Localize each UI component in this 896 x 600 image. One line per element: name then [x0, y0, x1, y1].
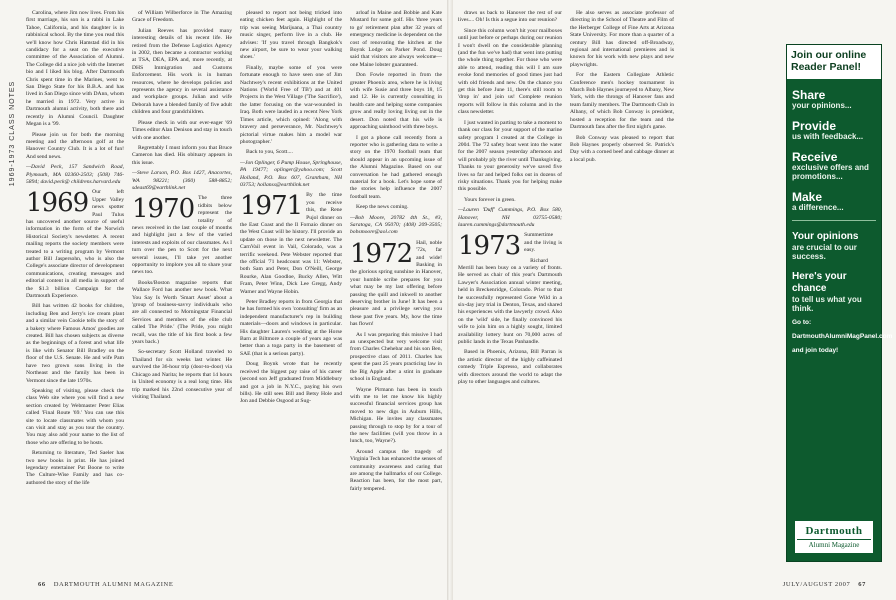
paragraph: Peter Bradley reports in from Georgia that he has formed his own 'consulting' firm as an independent manufacturer's rep in building materials—doors and windows in particular. His daughter Lauren's wedding at the Horse Barn at Biltmore a couple of years ago was better than a toga party in the basement of SAE (that is a serious party). — [240, 299, 342, 357]
class-year-entry — [26, 189, 124, 300]
paragraph: As I was preparing this missive I had an unexpected but very welcome visit from Charles Chehebar and his son Ben, prospective class of 2011. Charles has spent the past 25 years practicing law in the Big Apple after a stint in graduate school in England. — [350, 331, 442, 383]
logo-line-1: Dartmouth — [805, 525, 863, 537]
paragraph-text: The three tidbits below represent the totality of news received in the last couple of months and highlight just a few of the varied interests and exploits of our classmates. As I turn over the pen to Scott for the next several issues, I'll take yet another opportunity to implore you all to share your news too. — [132, 195, 232, 276]
ad-headline: Join our online Reader Panel! — [787, 45, 881, 79]
paragraph: Keep the news coming. — [356, 204, 409, 211]
reader-panel-ad[interactable] — [786, 44, 893, 562]
class-year-entry — [458, 231, 562, 262]
paragraph-text: Our left Upper Valley news spotter Paul Tulus has uncovered another source of useful information in the form of the Norwich Historical Society's newsletter. A recent mailing reports the society members were treated to a writing program by Vermont author Bill Jaspersohn, who is also the College's associate director of development communications, creating messages and editorial content in all media in support of the $1.3 billion Campaign for the Dartmouth Experience. — [26, 189, 124, 300]
paragraph: Returning to literature, Ted Saeler has two new books in print. He has joined legendary entertainer Pat Boone to write The Culture-Wise Family and has co-authored the story of the life — [26, 450, 124, 486]
correspondent-signature: —Bob Moore, 20782 4th St., #3, Saratoga, CA 95070; (408) 209-3505; bobsmoore@aol.com — [350, 214, 442, 236]
paragraph: Since this column won't hit your mailboxes until just before or perhaps during our reunion I won't dwell on the considerable planning (and the fun we've had) that went into putting the whole thing together. For those who were able to attend, reading this will I am sure evoke fond memories of good times just had with old friends and new. On the chance you get this before June 11, there's still room to 'drop in' and join us! Complete reunion reports will follow in this column and in the class newsletter. — [458, 27, 562, 116]
paragraph: So-secretary Scott Holland traveled to Thailand for six weeks last winter. He survived the 36-hour trip (door-to-door) via Chicago and Narita; he reports that 14 hours in United economy is a real long time. His trip marked his 22nd consecutive year of visiting Thailand. — [132, 349, 232, 400]
ad-opinions-text: are crucial to our success. — [792, 243, 857, 261]
class-year-heading: 1970 — [132, 194, 195, 225]
correspondent-signature: —Jon Oplinger, 6 Pump House, Springhouse, PA 19477; oplinger@yahoo.com; Scott Holland, P.O. Box 607, Grantham, NH 03753; hollanss@earthlink.net — [240, 159, 342, 188]
paragraph: Around campus the tragedy of Virginia Tech has enhanced the senses of community awareness and caring that are among the hallmarks of our College. Reaction has been, for the most part, fairly tempered. — [350, 448, 442, 492]
paragraph-text: Hail, noble '72s, far and wide! Basking in the glorious spring sunshine in Hanover, your humble scribe prepares for you what may be my last offering before passing the quill and inkwell to another deserving brother in June! It has been a pleasure and a privilege serving you these past five years. My, how the time has flown! — [350, 239, 442, 328]
paragraph: Back to you, Scott.... — [246, 149, 293, 156]
column-4 — [350, 10, 442, 570]
paragraph: Bob Conway was pleased to report that Bob Haynes properly observed St. Patrick's Day with a corned beef and cabbage dinner at a local pub. — [570, 134, 674, 163]
paragraph: Julian Reeves has provided many interesting details of his recent life. He retired from the Defense Logistics Agency in 2002, then became a contractor working at TSA, DEA, EPA and, more recently, at DHS Immigration and Customs Enforcement. His work is in human resources, where he develops policies and represents the agency in several assistance and workplace groups. Julian and wife Deborah have a blended family of five adult children and four grandchildren. — [132, 27, 232, 116]
column-3 — [240, 10, 342, 570]
ad-join: and join today! — [792, 347, 839, 354]
magazine-title: DARTMOUTH ALUMNI MAGAZINE — [53, 580, 174, 588]
ad-share: Share — [792, 88, 826, 102]
class-year-heading: 1973 — [458, 231, 521, 262]
ad-make-text: a difference... — [792, 203, 844, 212]
paragraph: Doug Boynk wrote that he recently received the biggest pay raise of his career (second son Jeff graduated from Middlebury and got a job in N.Y.C., paying his own bills). He still sees Bill and Betsy Hole and Jon and Debbie Osgood at Sug- — [240, 361, 342, 405]
class-year-heading: 1972 — [350, 238, 413, 269]
left-page-number: 66 — [38, 580, 46, 588]
paragraph: I just wanted in parting to take a moment to thank our class for your support of the marine safety program I created at the College in 2004. The '72 safety boat went into the water for the 2007 season yesterday afternoon and will probably ply the river until Thanksgiving. Thanks to your generosity we've saved five lives so far and helped folks out in dozens of risky situations. Thank you for helping make this possible. — [458, 119, 562, 193]
paragraph: Regrettably I must inform you that Bruce Cameron has died. His obituary appears in this issue. — [132, 144, 232, 166]
ad-provide: Provide — [792, 119, 837, 133]
ad-make: Make — [792, 190, 823, 204]
section-tab-label: 1969-1973 CLASS NOTES — [9, 80, 17, 186]
paragraph: For the Eastern Collegiate Athletic Conference men's hockey tournament in March Bob Haynes journeyed to Albany, New York, with the throngs of Hanover fans and team family members. The Dartmouth Club in Albany, of which Bob Conway is president, hosted a reception for the team and the Dartmouth fans after the first night's game. — [570, 72, 674, 131]
paragraph: He also serves as associate professor of directing in the School of Theatre and Film of the Herberger College of Fine Arts at Arizona State University. For more than a quarter of a century Bill has directed off-Broadway, regional and international premieres and is known for his work with new plays and new playwrights. — [570, 10, 674, 68]
paragraph-text: Summertime and the living is easy. — [524, 232, 562, 254]
footer-right — [783, 578, 874, 590]
paragraph: Please check in with our ever-eager '69 Times editor Alan Denison and stay in touch with one another. — [132, 119, 232, 141]
paragraph: of William Wilberforce in The Amazing Grace of Freedom. — [132, 10, 232, 24]
paragraph-text: By the time you receive this, the Rene Pujol dinner on the East Coast and the Il Fornaio dinner on the West Coast will be history. I'll provide an update on those in the next newsletter. The CarnVail event in Vail, Colorado, was a terrific weekend. Pete Webster reported that the official '71 headcount was 11: Webster, both Sam and Peter, Don O'Neill, George Rourke, Alan Goodloe, Bucky Allen, Witt Fram, Peter Winn, Dick Lee Gregg, Andy Warner and Wayne Hobin. — [240, 192, 342, 295]
column-2 — [132, 10, 232, 570]
ad-receive-text: exclusive offers and promotions... — [792, 163, 869, 181]
paragraph: Finally, maybe some of you were fortunate enough to have seen one of Jim Nachtwey's recent exhibitions at the United Nations ('World Free of TB') and at 401 Projects in the West Village ('The Sacrifice'), the latter focusing on the war-wounded in Iraq. Both were lauded in a recent New York Times article, which opined: 'Along with bravery and perseverance, Mr. Nachtwey's pictorial virtue makes him a model war photographer.' — [240, 64, 342, 145]
paragraph: Please join us for both the morning meeting and the afternoon golf at the Hanover Country Club. It is a lot of fun! And send news. — [26, 131, 124, 160]
page-fold — [447, 0, 453, 600]
paragraph: Carolina, where Jim now lives. From his first marriage, his son is a rabbi in Lake Tahoe, California, and his daughter is in rabbinical school. By the time you read this we'll know how Chris Hamstad did in his candidacy for a seat on the executive committee of the Association of Alumni. The College did a nice job with the Internet bio and I liked his blog. After Dartmouth Chris spent time in the Marines, went to San Diego State for his B.B.A. and has lived in San Diego since with DAnn, whom he married in 1972. Very active in Dartmouth alumni activity, both there and recently in Alumni Council. Daughter Megan is a '99. — [26, 10, 124, 128]
paragraph: draws us back to Hanover the rest of our lives.... Oh! Is this a segue into our reunion? — [458, 10, 562, 24]
ad-opinions: Your opinions — [792, 231, 859, 242]
paragraph: I got a phone call recently from a reporter who is gathering data to write a story on the 1970 football team that should appear in an upcoming issue of the Alumni Magazine. Based on our conversation he had gathered enough material for a book. Let's hope some of the stories help influence the 2007 football team. — [350, 134, 442, 200]
paragraph: Wayne Pirmann has been in touch with me to let me know his highly successful financial services group has moved to new digs in Auburn Hills, Michigan. He invites any classmates passing through to stop by for a tour of the new facilities (will you throw in a lunch, too, Wayne?). — [350, 386, 442, 445]
section-tab — [6, 8, 20, 258]
class-year-entry — [350, 240, 442, 329]
ad-receive: Receive — [792, 150, 838, 164]
dartmouth-alumni-magazine-logo — [795, 521, 873, 553]
paragraph: Speaking of visiting, please check the class Web site where you will find a new section created by Webmaster Peter Elias called 'Final Route '69.' You can use this site to locate classmates with whom you can visit and stay as you tour the country. You may also add your name to the list of those who are offering to be hosts. — [26, 387, 124, 446]
paragraph: Yours forever in green. — [464, 196, 516, 203]
ad-divider — [792, 220, 876, 221]
class-year-heading: 1969 — [26, 188, 89, 219]
logo-line-2: Alumni Magazine — [797, 539, 871, 549]
paragraph: pleased to report not being tricked into eating chicken feet again. Highlight of the trip was seeing Marijuana, a Thai country music singer, perform live in a club. He advises: 'If you travel through Bangkok's new airport, be sure to wear your walking shoes.' — [240, 10, 342, 61]
class-year-entry — [132, 195, 232, 276]
paragraph: Based in Phoenix, Arizona, Bill Parran is the artistic director of the highly caffeinated comedy Triple Espresso, and collaborates with directors around the world to adapt the play to other languages and cultures. — [458, 349, 562, 386]
correspondent-signature: —Steve Larson, P.O. Box 1427, Anacortes, WA 98221; (360) 588-8852; sdeast69@earthlink.net — [132, 170, 232, 191]
ad-chance-text: to tell us what you think. — [792, 295, 862, 313]
paragraph: arloaf in Maine and Bobbie and Kate Mustard for some golf. His 'three years to go' retirement plan after 32 years of emergency medicine is dependent on the cost of renovating the kitchen at the Boynk Lodge on Parker Pond. Doug said that visitors are always welcome—one Maine lobster guaranteed. — [350, 10, 442, 68]
ad-chance: Here's your chance — [792, 271, 847, 294]
ad-provide-text: us with feedback... — [792, 132, 864, 141]
footer-left — [30, 578, 173, 590]
paragraph: Don Fowle reported in from the greater Phoenix area, where he is living with wife Susie and three boys 18, 15 and 12. He is currently consulting in health care and helping some companies grow and really loving living out in the desert. Don noted that his wife is approaching sainthood with three boys. — [350, 72, 442, 131]
class-year-heading: 1971 — [240, 191, 303, 222]
column-6 — [570, 10, 674, 570]
ad-url-link[interactable]: DartmouthAlumniMagPanel.com — [792, 333, 893, 340]
right-page-number: 67 — [858, 580, 866, 588]
issue-date: JULY/AUGUST 2007 — [782, 580, 851, 588]
column-5 — [458, 10, 562, 570]
ad-share-text: your opinions... — [792, 101, 852, 110]
paragraph: Books/Boston magazine reports that Wallace Ford has another new book. What You Say Is Worth 'Smart Asset' about a 'group of business-savvy individuals who are all connected to Morningstar Financial Services and members of the elite club called The Pride.' (The Pride, you might recall, was the title of his first book a few years back.) — [132, 279, 232, 346]
column-1 — [26, 10, 124, 570]
correspondent-signature: —Lauren 'Duff' Cummings, P.O. Box 580, Hanover, NH 03755-0580; lauren.cummings@dartmouth.edu — [458, 207, 562, 228]
correspondent-signature: —David Peck, 157 Sandwich Road, Plymouth, MA 02360-2503; (508) 746-5894; david.peck@ childrens.harvard.edu — [26, 164, 124, 185]
class-year-entry — [240, 192, 342, 296]
ad-goto: Go to: — [792, 319, 812, 326]
paragraph: Richard Merrill has been busy on a variety of fronts. He served as chair of this year's Dartmouth Lawyer's Association annual winter meeting, held in Breckenridge, Colorado. Prior to that he successfully represented Gone Wild in a six-day jury trial in Denton, Texas, and shared his experiences with the lawyerly crowd. Also on the 'wild' side, he finally convinced his wife to join him on a highly sought, limited availability lottery hunt on 70,000 acres of public lands in the Texas Panhandle. — [458, 257, 562, 346]
paragraph: Bill has written 42 books for children, including Ben and Jerry's ice cream plant and a similar vein Cookie tells the story of a bakery where Famous Amos' goodies are created. Bill has chosen subjects as diverse as the beginnings of a forest and what life is like with Senator Bill Bradley on the floor of the U.S. Senate. He and wife Pam have two grown sons living in the Northeast and the family has been in Vermont since the late 1970s. — [26, 303, 124, 384]
